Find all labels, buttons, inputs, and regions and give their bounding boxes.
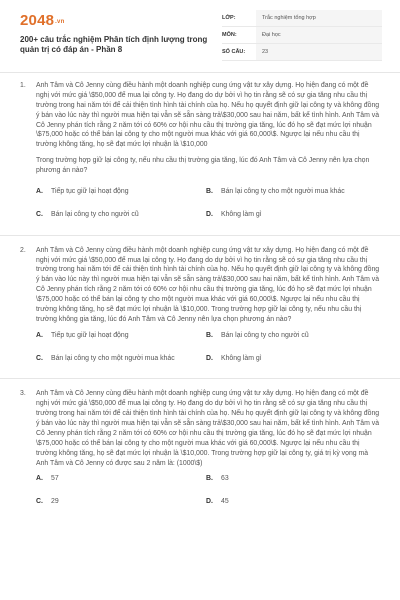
option-text: Không làm gì [221, 210, 262, 218]
question-body [36, 246, 380, 379]
question-divider [0, 235, 400, 236]
logo-suffix: .vn [55, 19, 65, 25]
option-b[interactable] [206, 474, 380, 484]
option-c[interactable] [36, 354, 206, 364]
question-divider [0, 378, 400, 379]
option-text: Tiếp tục giữ lại hoạt động [51, 187, 129, 195]
option-text: Không làm gì [221, 354, 262, 362]
question-list [0, 73, 400, 522]
meta-label: MÔN: [222, 32, 237, 38]
option-letter: C. [36, 354, 43, 362]
option-letter: B. [206, 331, 213, 339]
option-text: 57 [51, 475, 59, 483]
question-item [20, 389, 380, 522]
option-letter: D. [206, 210, 213, 218]
meta-value: Trắc nghiệm tổng hợp [256, 10, 382, 26]
option-letter: C. [36, 498, 43, 506]
site-logo[interactable] [20, 12, 64, 29]
meta-row-count [222, 44, 382, 61]
question-item [20, 246, 380, 379]
question-number: 2. [20, 246, 26, 254]
option-letter: B. [206, 187, 213, 195]
document-title: 200+ câu trắc nghiệm Phân tích định lượng trong quản trị có đáp án - Phần 8 [20, 35, 208, 55]
question-number: 1. [20, 82, 26, 89]
option-text: Bán lại công ty cho người cũ [221, 331, 309, 339]
option-text: Tiếp tục giữ lại hoạt động [51, 331, 129, 339]
answer-options [36, 187, 380, 220]
question-item [20, 81, 380, 235]
meta-value: 23 [256, 44, 382, 60]
question-body [36, 389, 380, 522]
option-d[interactable] [206, 210, 380, 220]
option-text: 63 [221, 475, 229, 483]
option-text: Bán lại công ty cho một người mua khác [221, 187, 345, 195]
meta-label: LỚP: [222, 15, 236, 21]
meta-label: SỐ CÂU: [222, 49, 246, 55]
question-prompt: Trong trường hợp giữ lại công ty, nếu nhu cầu thị trường gia tăng, lúc đó Anh Tâm và Cô Jenny nên lựa chọn phương án nào? [36, 157, 370, 174]
option-a[interactable] [36, 187, 206, 197]
option-letter: C. [36, 210, 43, 218]
question-text: Anh Tâm và Cô Jenny cùng điều hành một doanh nghiệp cung ứng vật tư xây dựng. Họ hiện đang có một đề nghị với mức giá \$50,000 để mua lại công ty. Họ đang do dự bởi vì họ tin rằng sẽ có sự gia tăng nhu cầu thị trường trong hai năm tới để cải thiện tình hình tài chính của họ. Nếu họ quyết định giữ lại công ty và không đồng ý bán vào lúc này thì người mua hiện tại vẫn sẽ sẵn sàng trả\$30,000 sau hai năm, bất kể tình hình. Anh Tâm và Cô Jenny phán tích rằng 2 năm tới có 60% cơ hội nhu cầu thị trường gia tăng, lúc đó họ sẽ đạt mức lợi nhuận \$75,000 hoặc có thể bán lại công ty cho một người mua khác với giá 60,000\$. Ngược lại nếu nhu cầu thị trường không tăng, họ sẽ đạt mức lợi nhuận là \$10,000. Trong trường hợp giữ lại công ty, nếu nhu cầu thị trường không gia tăng, lúc đó Anh Tâm và Cô Jenny nên lựa chọn phương án nào? [36, 246, 380, 323]
answer-options [36, 331, 380, 364]
option-text: Bán lại công ty cho người cũ [51, 210, 139, 218]
question-text: Anh Tâm và Cô Jenny cùng điều hành một doanh nghiệp cung ứng vật tư xây dựng. Họ hiện đang có một đề nghị với mức giá \$50,000 để mua lại công ty. Họ đang do dự bởi vì họ tin rằng sẽ có sự gia tăng nhu cầu thị trường trong hai năm tới để cải thiện tình hình tài chính của họ. Nếu họ quyết định giữ lại công ty và không đồng ý bán vào lúc này thì người mua hiện tại vẫn sẽ sẵn sàng trả\$30,000 sau hai năm, bất kể tình hình. Anh Tâm và Cô Jenny phán tích rằng 2 năm tới có 60% cơ hội nhu cầu thị trường gia tăng, lúc đó họ sẽ đạt mức lợi nhuận \$75,000 hoặc có thể bán lại công ty cho một người mua khác với giá 60,000\$. Ngược lại nếu nhu cầu thị trường không tăng, họ sẽ đạt mức lợi nhuận là \$10,000. Trong trường hợp giữ lại công ty, giá trị kỳ vọng mà Anh Tâm và Cô Jenny có được sau 2 năm là: (1000\$) [36, 390, 380, 467]
question-number: 3. [20, 390, 26, 398]
option-d[interactable] [206, 497, 380, 507]
option-letter: A. [36, 475, 43, 483]
question-text: Anh Tâm và Cô Jenny cùng điều hành một doanh nghiệp cung ứng vật tư xây dựng. Họ hiện đang có một đề nghị với mức giá \$50,000 để mua lại công ty. Họ đang do dự bởi vì họ tin rằng sẽ có sự gia tăng nhu cầu thị trường trong hai năm tới để cải thiện tình hình tài chính của họ. Nếu họ quyết định giữ lại công ty và không đồng ý bán vào lúc này thì người mua hiện tại vẫn sẽ sẵn sàng trả\$30,000 sau hai năm, bất kể tình hình. Anh Tâm và Cô Jenny phán tích rằng 2 năm tới có 60% cơ hội nhu cầu thị trường gia tăng, lúc đó họ sẽ đạt mức lợi nhuận \$75,000 hoặc có thể bán lại công ty cho một người mua khác với giá 60,000\$. Ngược lại nếu nhu cầu thị trường không tăng, họ sẽ đạt mức lợi nhuận là \$10,000 [36, 82, 380, 149]
option-text: 45 [221, 498, 229, 506]
answer-options [36, 474, 380, 507]
meta-value: Đại học [256, 27, 382, 43]
question-body [36, 81, 380, 235]
meta-row-subject [222, 27, 382, 44]
option-letter: D. [206, 354, 213, 362]
option-text: Bán lại công ty cho một người mua khác [51, 354, 175, 362]
option-letter: D. [206, 498, 213, 506]
meta-row-class [222, 10, 382, 27]
option-letter: A. [36, 331, 43, 339]
document-meta [222, 10, 382, 61]
option-b[interactable] [206, 331, 380, 341]
option-c[interactable] [36, 210, 206, 220]
logo-main: 2048 [20, 12, 55, 29]
option-letter: B. [206, 475, 213, 483]
option-b[interactable] [206, 187, 380, 197]
option-d[interactable] [206, 354, 380, 364]
option-letter: A. [36, 187, 43, 195]
option-c[interactable] [36, 497, 206, 507]
option-a[interactable] [36, 474, 206, 484]
option-text: 29 [51, 498, 59, 506]
option-a[interactable] [36, 331, 206, 341]
page-header [0, 0, 400, 73]
